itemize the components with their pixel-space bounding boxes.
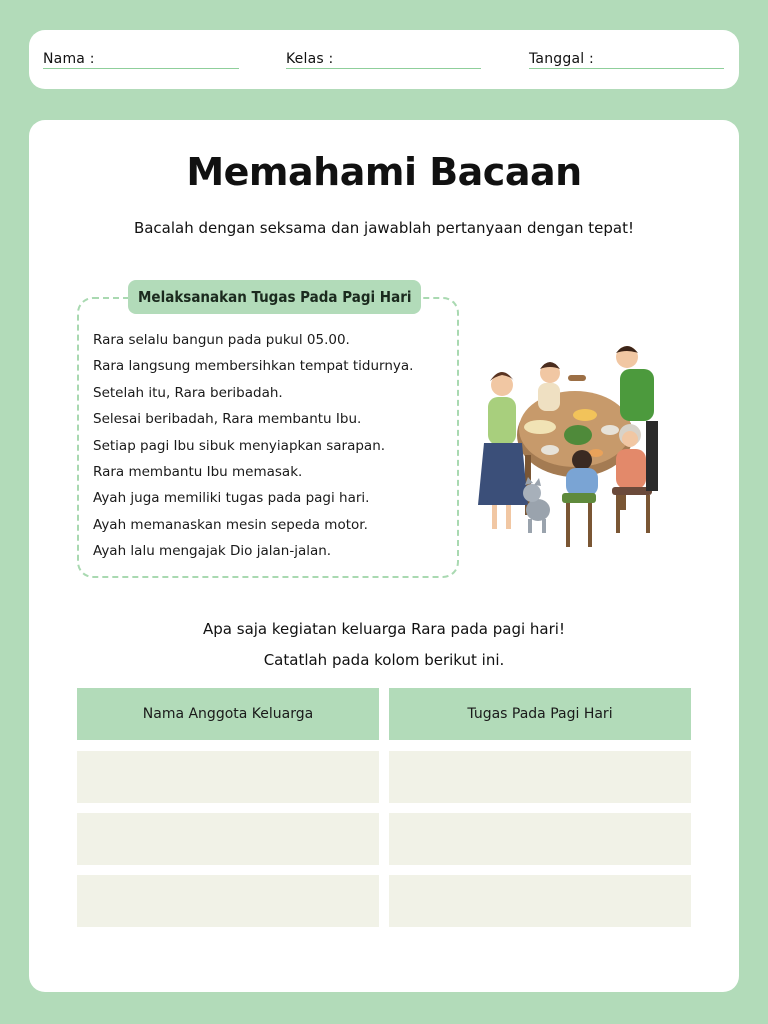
date-label: Tanggal : — [529, 51, 594, 67]
table-header-family-member: Nama Anggota Keluarga — [77, 688, 379, 740]
story-line: Setiap pagi Ibu sibuk menyiapkan sarapan. — [93, 437, 386, 454]
story-line: Rara langsung membersihkan tempat tidurnya. — [93, 358, 414, 375]
story-line: Setelah itu, Rara beribadah. — [93, 384, 283, 401]
question-line-1: Apa saja kegiatan keluarga Rara pada pagi hari! — [203, 620, 565, 638]
class-field[interactable] — [286, 48, 481, 69]
worksheet-instruction: Bacalah dengan seksama dan jawablah pertanyaan dengan tepat! — [133, 219, 635, 237]
story-line: Ayah juga memiliki tugas pada pagi hari. — [93, 490, 370, 507]
table-header-morning-task: Tugas Pada Pagi Hari — [389, 688, 691, 740]
table-cell-member-3[interactable] — [77, 875, 379, 927]
story-line: Rara selalu bangun pada pukul 05.00. — [93, 332, 350, 348]
story-lines — [93, 330, 413, 568]
table-cell-task-3[interactable] — [389, 875, 691, 927]
family-breakfast-illustration — [470, 335, 690, 560]
worksheet-title: Memahami Bacaan — [186, 150, 582, 194]
story-line: Ayah memanaskan mesin sepeda motor. — [93, 516, 368, 533]
student-info-header — [29, 30, 739, 89]
table-cell-task-2[interactable] — [389, 813, 691, 865]
story-line: Selesai beribadah, Rara membantu Ibu. — [93, 411, 362, 428]
story-line: Ayah lalu mengajak Dio jalan-jalan. — [93, 543, 332, 560]
table-cell-task-1[interactable] — [389, 751, 691, 803]
story-heading: Melaksanakan Tugas Pada Pagi Hari — [128, 280, 421, 314]
date-field[interactable] — [529, 48, 724, 69]
table-cell-member-2[interactable] — [77, 813, 379, 865]
question-line-2: Catatlah pada kolom berikut ini. — [263, 651, 505, 669]
table-cell-member-1[interactable] — [77, 751, 379, 803]
name-field[interactable] — [43, 48, 239, 69]
class-label: Kelas : — [286, 51, 334, 67]
story-line: Rara membantu Ibu memasak. — [93, 463, 303, 480]
name-label: Nama : — [43, 51, 95, 67]
